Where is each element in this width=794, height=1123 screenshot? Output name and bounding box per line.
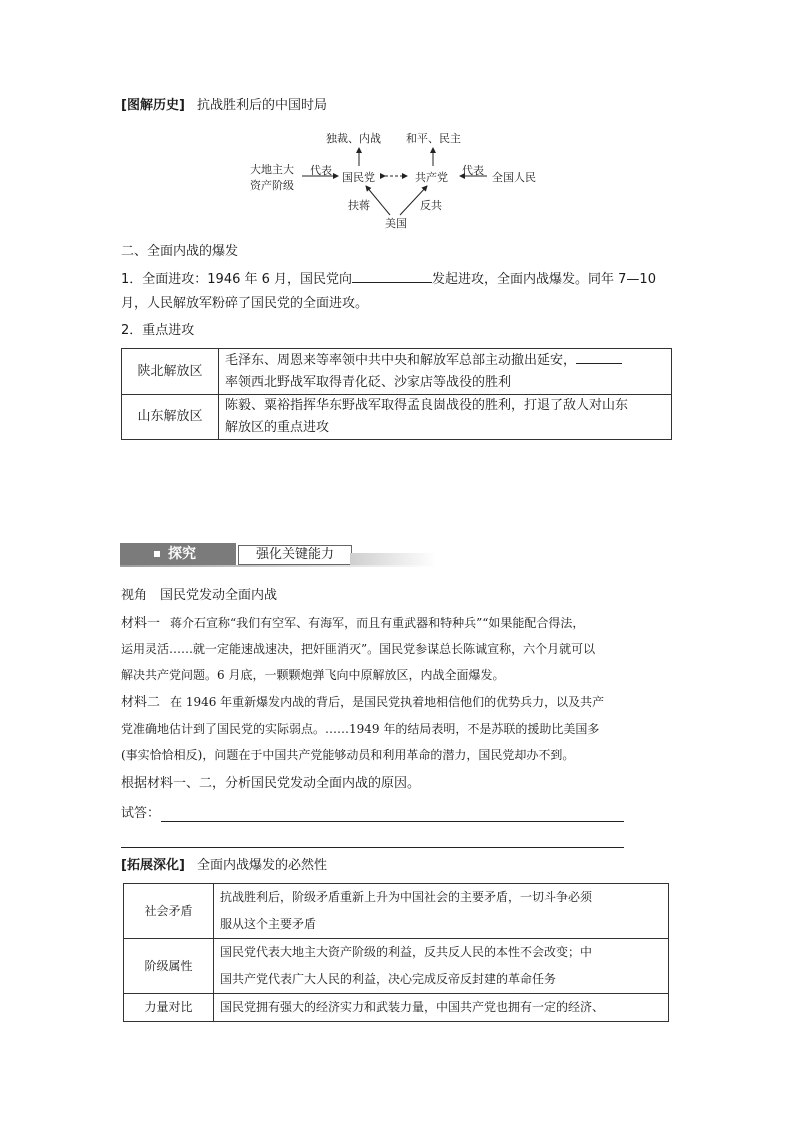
cell-line: 国民党拥有强大的经济实力和武装力量，中国共产党也拥有一定的经济、 [220,1000,605,1014]
material1-text: 蒋介石宣称“我们有空军、有海军，而且有重武器和特种兵”“如果能配合得法， [170,616,585,630]
answer-line-1[interactable] [161,821,624,822]
diagram-landlords-2: 资产阶级 [250,179,294,192]
situation-diagram [240,122,560,232]
inevitability-table [123,883,669,1022]
table-row [124,884,669,939]
table-row [124,994,669,1022]
cell-line: 抗战胜利后，阶级矛盾重新上升为中国社会的主要矛盾，一切斗争必须 [220,890,593,904]
table-row [122,395,672,440]
table-cell-content [214,884,669,939]
material1-line3: 解决共产党问题。6 月底，一颗颗炮弹飞向中原解放区，内战全面爆发。 [121,668,505,682]
answer-line-2[interactable] [121,847,624,848]
section2-title: 二、全面内战的爆发 [121,244,239,259]
extend-tag: [拓展深化] [121,858,185,873]
table-cell-content [219,349,672,395]
fill-blank-2[interactable] [576,349,622,364]
explore-banner [120,543,436,567]
diagram-anti-communist: 反共 [420,199,442,212]
table-row [124,939,669,994]
diagram-peace: 和平、民主 [406,132,461,145]
diagram-ccp: 共产党 [415,171,448,184]
cell-line: 陈毅、粟裕指挥华东野战军取得孟良崮战役的胜利，打退了敌人对山东 [225,398,629,413]
table-cell-content [214,994,669,1022]
table-cell-label: 力量对比 [124,994,214,1022]
cell-line: 服从这个主要矛盾 [220,917,317,931]
section2-item2: 2．重点进攻 [121,323,195,338]
material2-label: 材料二 [121,695,161,710]
diagram-usa: 美国 [385,217,407,230]
material2-line2: 党准确地估计到了国民党的实际弱点。……1949 年的结局表明，不是苏联的援助比美国多 [121,722,600,736]
explore-angle: 视角 国民党发动全面内战 [121,588,278,603]
material1-line1 [121,614,584,633]
table-cell-area: 山东解放区 [122,395,219,440]
answer-label: 试答： [121,806,161,821]
material1-line2: 运用灵活……就一定能速战速决，把奸匪消灭”。国民党参谋总长陈诚宣称，六个月就可以 [121,642,596,656]
banner-underline [120,565,436,567]
cell-line: 国民党代表大地主大资产阶级的利益，反共反人民的本性不会改变；中 [220,945,593,959]
table-cell-label: 阶级属性 [124,939,214,994]
material1-label: 材料一 [121,616,161,631]
fill-blank-1[interactable] [352,268,432,283]
explore-question: 根据材料一、二，分析国民党发动全面内战的原因。 [121,776,421,791]
cell-line: 毛泽东、周恩来等率领中共中央和解放军总部主动撤出延安， [225,353,577,368]
item1-text-a: 1．全面进攻：1946 年 6 月，国民党向 [121,272,353,287]
diagram-landlords-1: 大地主大 [250,163,294,176]
diagram-dictatorship: 独裁、内战 [326,132,381,145]
section2-item1-line2: 月，人民解放军粉碎了国民党的全面进攻。 [121,296,369,311]
diagram-people: 全国人民 [492,171,536,184]
material2-line1 [121,693,604,712]
banner-subtitle: 强化关键能力 [238,545,352,565]
square-bullet-icon [154,551,160,557]
section-title: 抗战胜利后的中国时局 [197,98,328,113]
table-cell-content [214,939,669,994]
cell-line: 解放区的重点进攻 [225,420,330,435]
extend-heading [121,857,327,875]
item1-text-b: 发起进攻，全面内战爆发。同年 7—10 [432,272,656,287]
table-cell-content [219,395,672,440]
table-cell-label: 社会矛盾 [124,884,214,939]
diagram-represent-left: 代表 [310,164,332,177]
diagram-section-heading [121,97,327,115]
material2-line3: (事实恰恰相反)，问题在于中国共产党能够动员和利用革命的潜力，国民党却办不到。 [121,748,575,762]
section2-item1-line1 [121,268,656,289]
cell-line: 国共产党代表广大人民的利益，决心完成反帝反封建的革命任务 [220,972,557,986]
cell-line: 率领西北野战军取得青化砭、沙家店等战役的胜利 [225,375,512,390]
extend-title: 全面内战爆发的必然性 [197,858,328,873]
section-tag: [图解历史] [121,98,185,113]
table-row [122,349,672,395]
material2-text: 在 1946 年重新爆发内战的背后，是国民党执着地相信他们的优势兵力，以及共产 [170,695,605,709]
diagram-represent-right: 代表 [462,164,484,177]
banner-fade [350,553,436,565]
table-cell-area: 陕北解放区 [122,349,219,395]
diagram-kmt: 国民党 [342,171,375,184]
key-offensive-table [121,348,672,440]
banner-label: 探究 [168,546,196,562]
diagram-support-chiang: 扶蒋 [348,199,370,212]
